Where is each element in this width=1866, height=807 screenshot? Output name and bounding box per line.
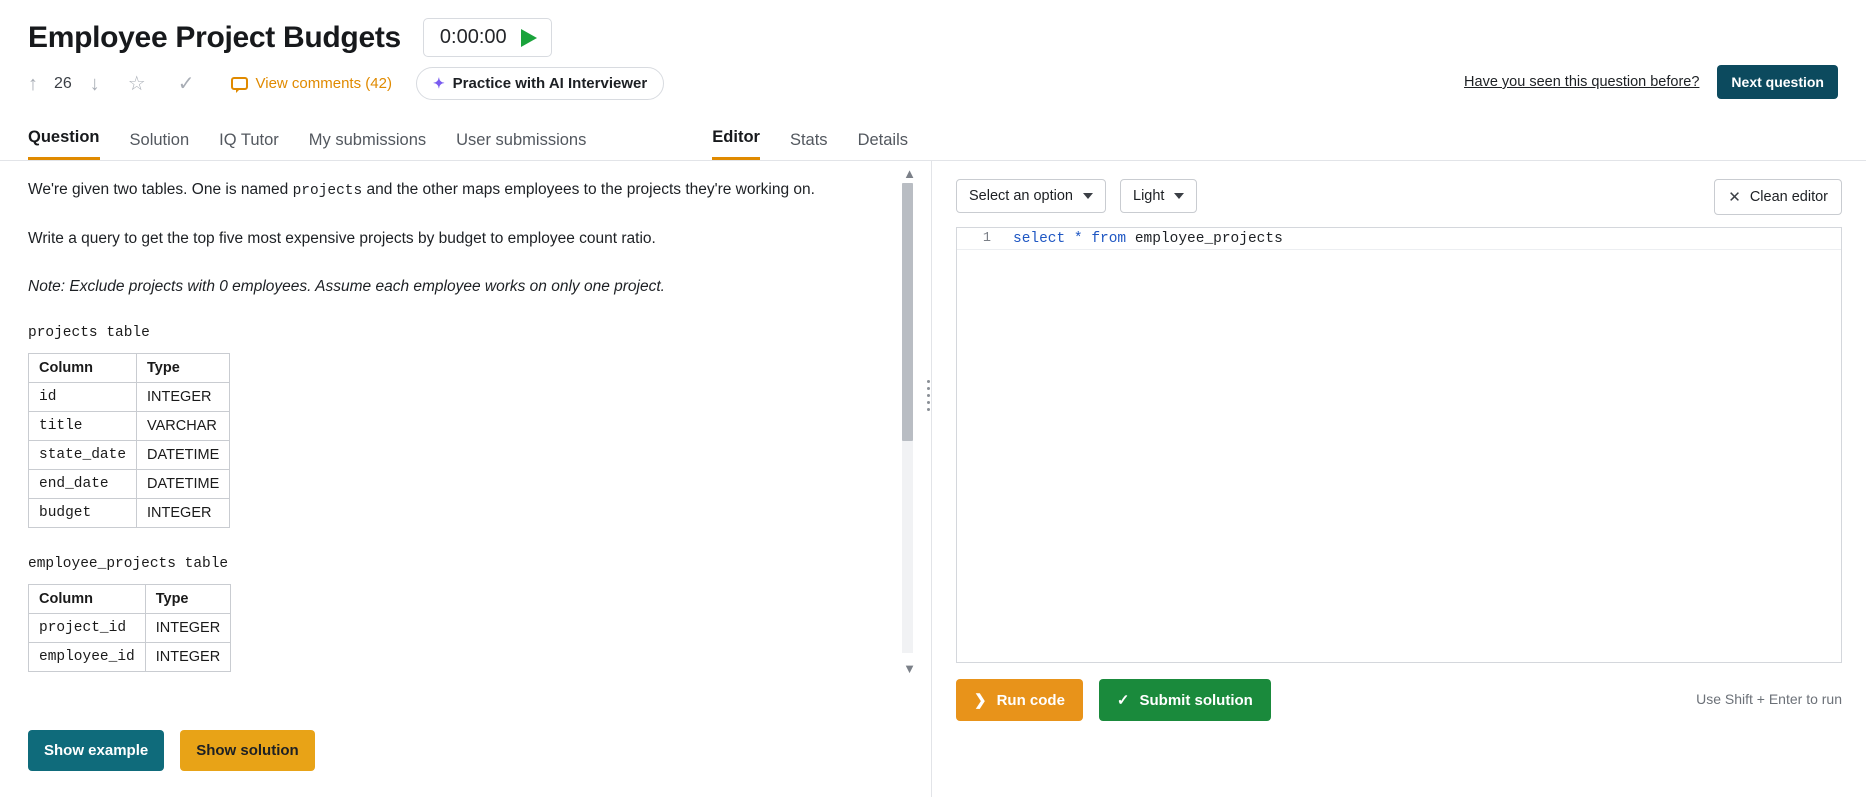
cell-type: INTEGER [145,642,230,671]
th-column: Column [29,353,137,382]
show-example-button[interactable]: Show example [28,730,164,771]
language-select[interactable] [956,179,1106,213]
table-row [29,382,230,411]
table-row [29,440,230,469]
view-comments-label: View comments (42) [255,75,392,92]
cell-column: budget [29,498,137,527]
code-token-star: * [1073,231,1083,247]
question-paragraph-1 [28,179,903,202]
header-right-actions [1464,65,1838,99]
arrow-down-icon[interactable]: ↓ [89,72,100,95]
chevron-right-icon: ❯ [974,692,987,709]
page-title: Employee Project Budgets [28,20,401,54]
question-actions [28,730,315,771]
header [0,0,1866,57]
th-type: Type [137,353,230,382]
theme-select[interactable] [1120,179,1197,213]
cell-column: end_date [29,469,137,498]
code-line [957,228,1841,250]
close-icon: ✕ [1728,189,1741,206]
cell-column: id [29,382,137,411]
q1-code: projects [292,183,363,199]
table-row [29,411,230,440]
line-number: 1 [982,231,991,246]
show-solution-button[interactable]: Show solution [180,730,315,771]
cell-column: title [29,411,137,440]
clean-editor-label: Clean editor [1749,189,1828,205]
table-row [29,469,230,498]
run-code-label: Run code [996,691,1065,709]
main-tabs [0,110,1866,161]
code-content[interactable] [1001,228,1283,250]
chevron-down-icon [1174,193,1184,199]
question-scrollbar[interactable] [902,183,913,653]
code-token-select: select [1013,231,1066,247]
vote-count: 26 [54,74,72,92]
cell-type: INTEGER [137,382,230,411]
comment-bubble-icon [231,77,248,90]
timer-widget[interactable] [423,18,552,57]
projects-table-caption: projects table [28,324,150,341]
tab-my-submissions[interactable]: My submissions [308,131,427,149]
th-type: Type [145,584,230,613]
tab-stats[interactable]: Stats [789,131,828,149]
question-content [0,161,931,701]
split-layout [0,161,1866,797]
cell-type: DATETIME [137,469,230,498]
scroll-down-arrow-icon[interactable]: ▼ [903,661,916,676]
question-pane [0,161,932,797]
pane-drag-handle[interactable] [927,380,930,411]
clean-editor-button[interactable] [1714,179,1842,215]
projects-schema-table [28,353,230,528]
question-note: Note: Exclude projects with 0 employees. Assume each employee works on only one project. [28,278,665,296]
q1-text-a: We're given two tables. One is named [28,181,293,198]
run-code-button[interactable] [956,679,1083,721]
tab-question[interactable]: Question [28,128,100,160]
submit-solution-label: Submit solution [1139,691,1253,709]
tab-details[interactable]: Details [857,131,908,149]
question-paragraph-2: Write a query to get the top five most expensive projects by budget to employee count ratio. [28,230,656,248]
cell-type: INTEGER [145,613,230,642]
check-icon[interactable]: ✓ [177,73,195,95]
q1-text-b: and the other maps employees to the projects they're working on. [362,181,815,198]
play-icon[interactable] [521,29,537,47]
table-row [29,613,231,642]
action-bar [0,57,1866,100]
shortcut-hint: Use Shift + Enter to run [1696,691,1842,707]
code-token-table: employee_projects [1134,231,1283,247]
editor-pane [932,161,1866,797]
cell-type: INTEGER [137,498,230,527]
practice-ai-interviewer-button[interactable] [416,67,664,100]
tab-user-submissions[interactable]: User submissions [456,131,587,149]
scrollbar-thumb[interactable] [902,183,913,441]
employee-projects-schema-table [28,584,231,672]
code-editor[interactable] [956,227,1842,663]
code-token-from: from [1091,231,1127,247]
sparkle-icon: ✦ [432,75,445,91]
tab-editor[interactable]: Editor [712,128,760,160]
cell-type: VARCHAR [137,411,230,440]
employee-projects-table-caption: employee_projects table [28,555,229,572]
th-column: Column [29,584,146,613]
cell-type: DATETIME [137,440,230,469]
submit-solution-button[interactable] [1099,679,1271,721]
editor-toolbar [956,179,1842,213]
editor-actions [956,679,1842,721]
table-header-row [29,353,230,382]
cell-column: employee_id [29,642,146,671]
seen-question-before-link[interactable]: Have you seen this question before? [1464,74,1700,90]
next-question-button[interactable]: Next question [1717,65,1838,99]
cell-column: state_date [29,440,137,469]
scroll-up-arrow-icon[interactable]: ▲ [903,166,916,181]
table-row [29,642,231,671]
view-comments-link[interactable] [231,75,392,92]
language-select-value: Select an option [969,188,1073,204]
check-icon: ✓ [1116,692,1130,709]
chevron-down-icon [1083,193,1093,199]
star-icon[interactable]: ☆ [127,73,146,95]
timer-value: 0:00:00 [439,26,507,48]
cell-column: project_id [29,613,146,642]
tab-solution[interactable]: Solution [129,131,190,149]
tab-iq-tutor[interactable]: IQ Tutor [219,131,279,149]
practice-ai-label: Practice with AI Interviewer [452,75,648,92]
table-row [29,498,230,527]
table-header-row [29,584,231,613]
theme-select-value: Light [1133,188,1165,204]
arrow-up-icon[interactable]: ↑ [28,72,38,95]
